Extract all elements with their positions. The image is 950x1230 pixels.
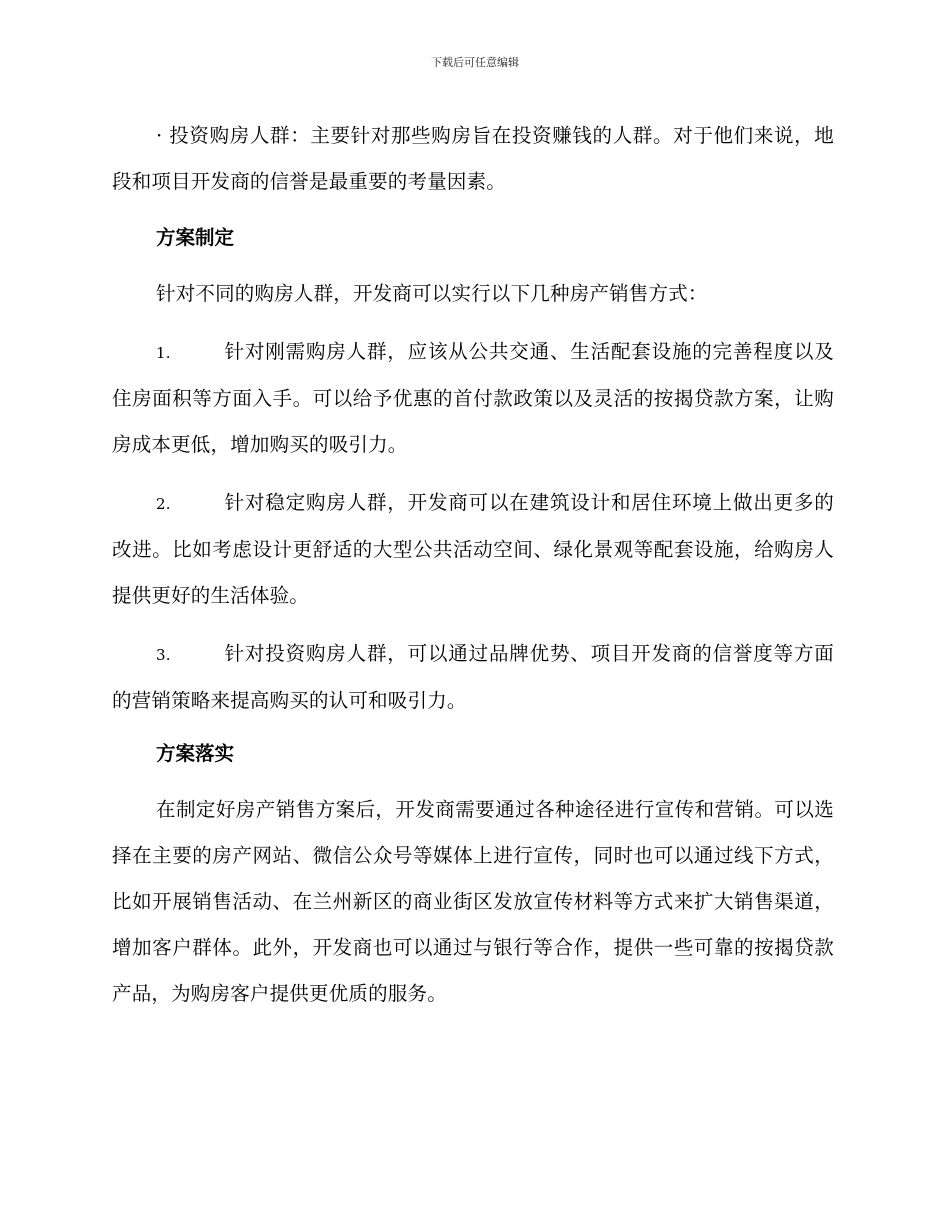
list-item-3: [112, 631, 834, 724]
heading-plan: 方案制定: [156, 226, 235, 249]
paragraph-plan-intro: 针对不同的购房人群，开发商可以实行以下几种房产销售方式：: [156, 282, 708, 305]
list-number: 3.: [156, 646, 171, 664]
page-header: 下载后可任意编辑: [431, 56, 519, 69]
list-item-2: [112, 480, 834, 619]
document-body: [112, 113, 834, 1032]
list-item-text: 针对投资购房人群，可以通过品牌优势、项目开发商的信誉度等方面的营销策略来提高购买的认可和吸引力。: [112, 642, 834, 712]
list-number: 2.: [156, 495, 171, 513]
paragraph-investor-buyers: · 投资购房人群：主要针对那些购房旨在投资赚钱的人群。对于他们来说，地段和项目开发商的信誉是最重要的考量因素。: [112, 124, 834, 193]
list-item-1: [112, 329, 834, 468]
list-number: 1.: [156, 344, 171, 362]
heading-implement: 方案落实: [156, 742, 235, 765]
list-item-text: 针对刚需购房人群，应该从公共交通、生活配套设施的完善程度以及住房面积等方面入手。可以给予优惠的首付款政策以及灵活的按揭贷款方案，让购房成本更低，增加购买的吸引力。: [112, 340, 834, 456]
paragraph-implementation: 在制定好房产销售方案后，开发商需要通过各种途径进行宣传和营销。可以选择在主要的房产网站、微信公众号等媒体上进行宣传，同时也可以通过线下方式，比如开展销售活动、在兰州新区的商业街区发放宣传材料等方式来扩大销售渠道，增加客户群体。此外，开发商也可以通过与银行等合作，提供一些可靠的按揭贷款产品，为购房客户提供更优质的服务。: [112, 798, 834, 1005]
list-item-text: 针对稳定购房人群，开发商可以在建筑设计和居住环境上做出更多的改进。比如考虑设计更舒适的大型公共活动空间、绿化景观等配套设施，给购房人提供更好的生活体验。: [112, 491, 834, 607]
